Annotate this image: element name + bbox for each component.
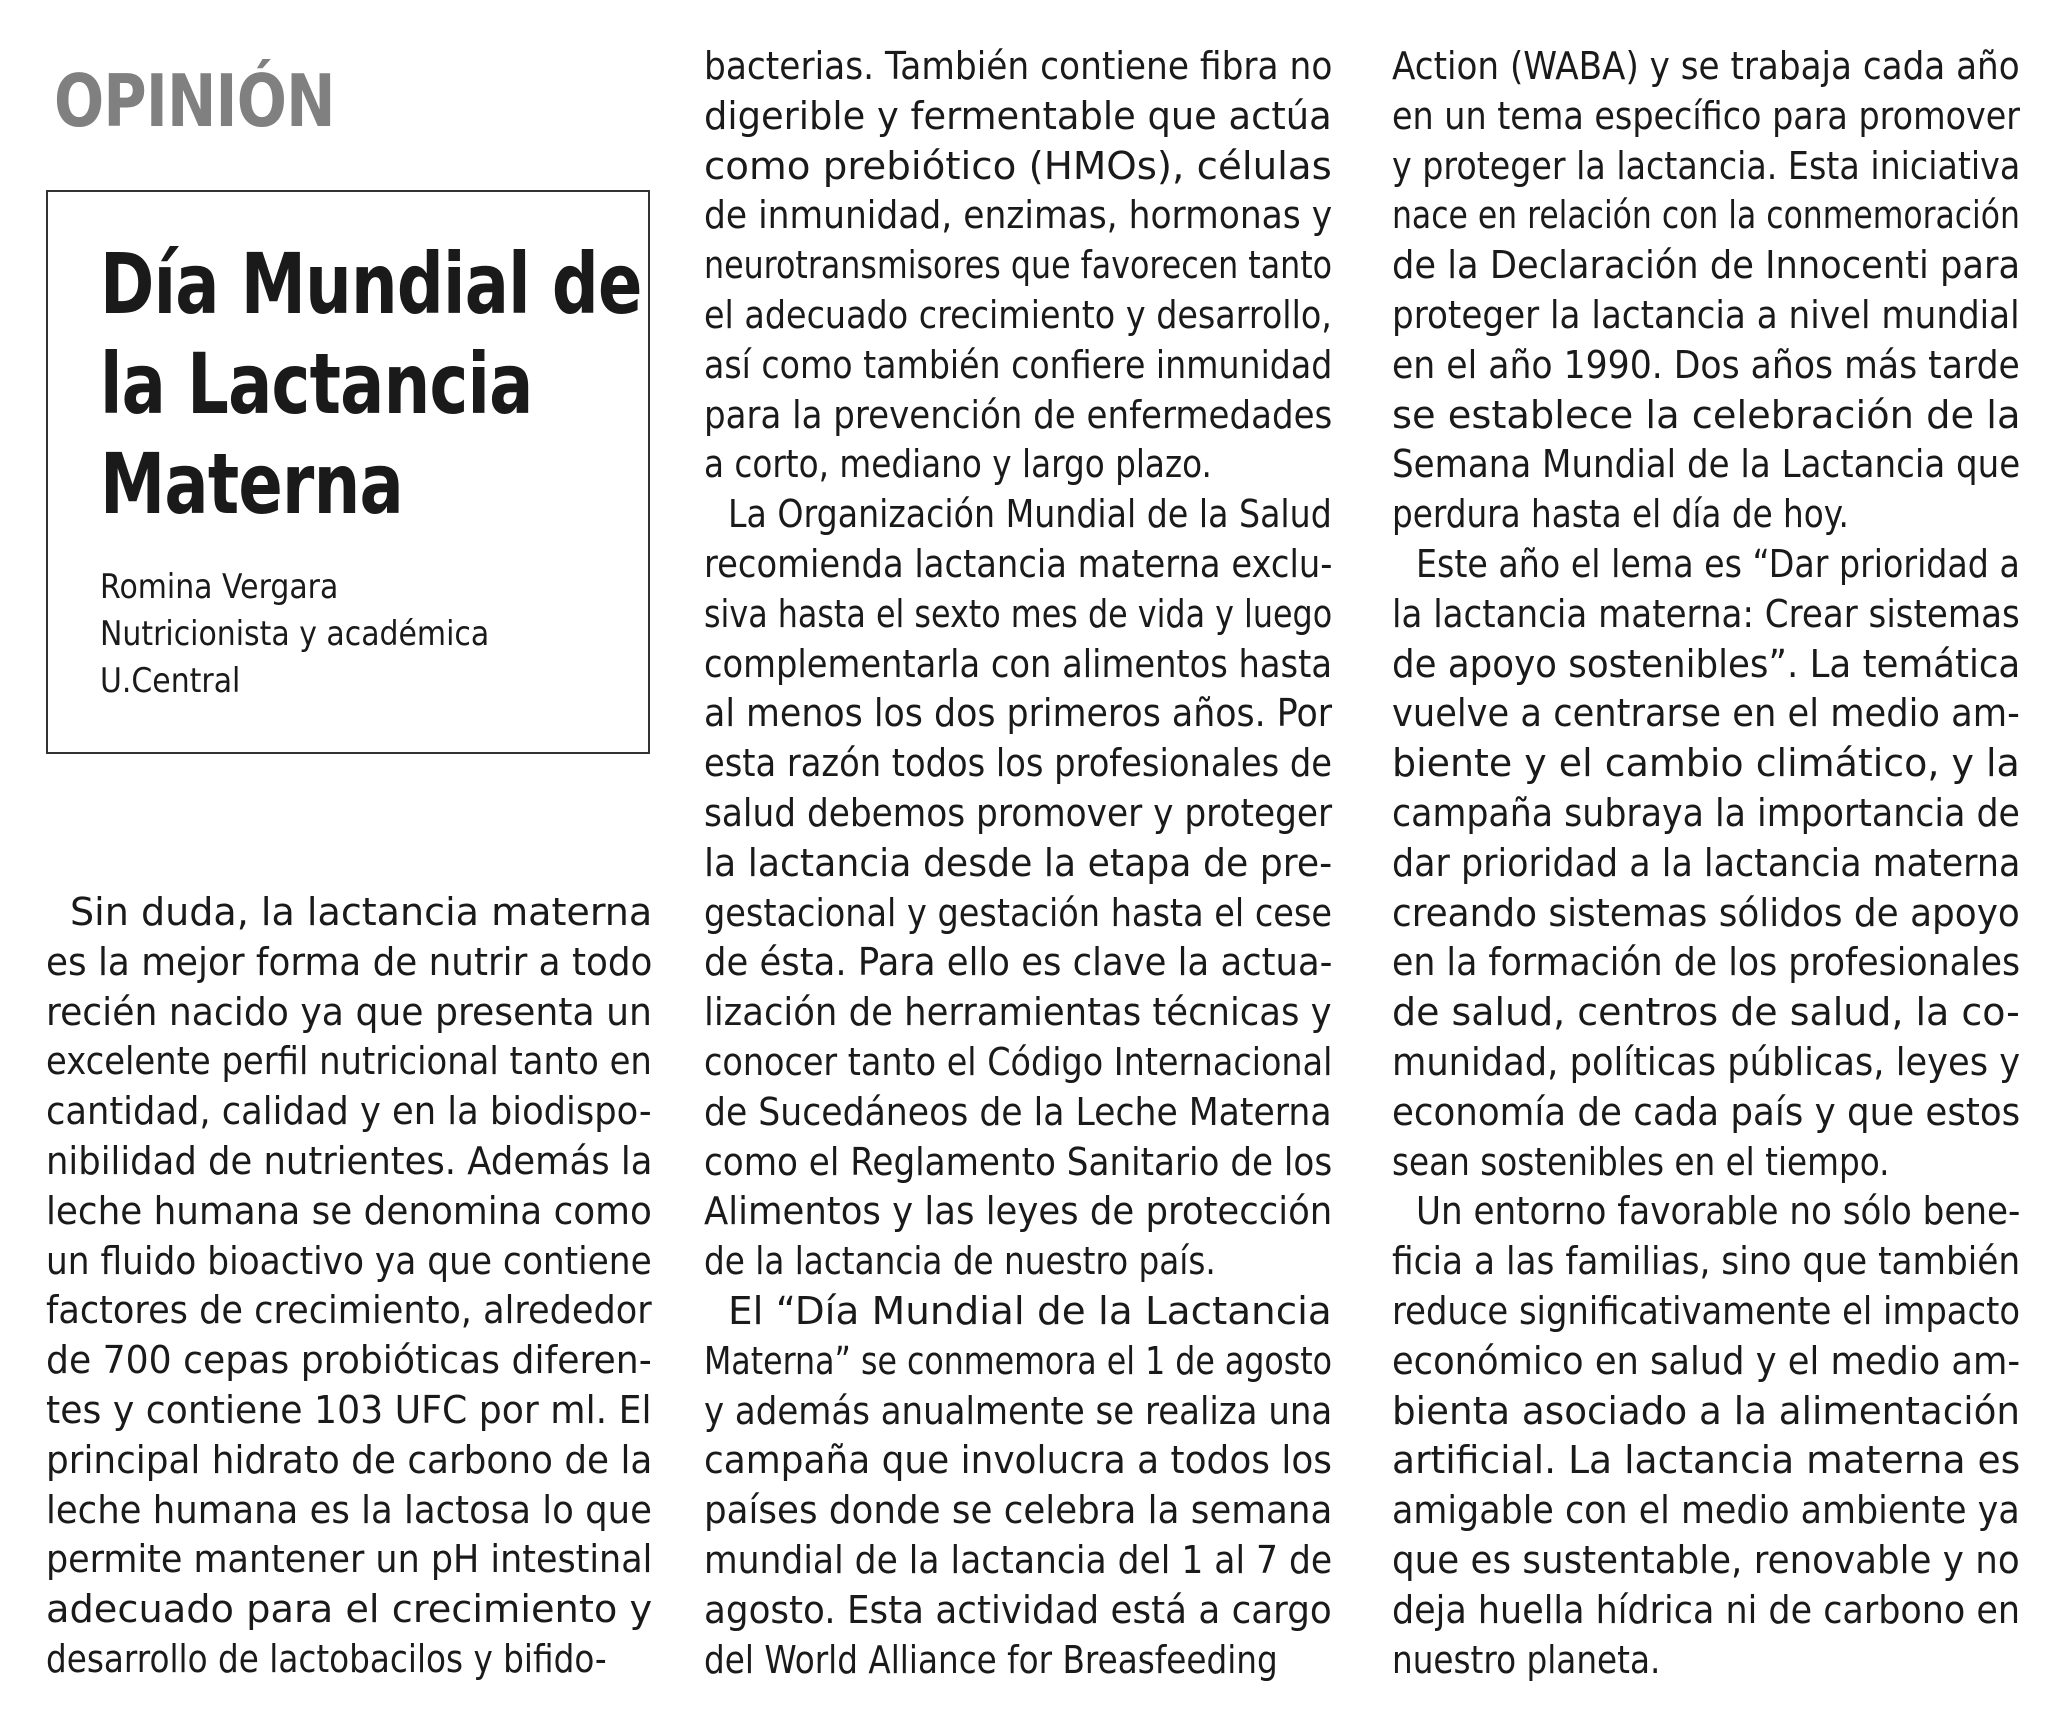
author-role: Nutricionista y académica — [100, 614, 490, 654]
text-line: en la formación de los profesionales — [1392, 940, 2021, 985]
title-line: Día Mundial de — [100, 235, 642, 333]
text-line: economía de cada país y que estos — [1392, 1089, 2021, 1134]
text-line: lización de herramientas técnicas y — [704, 990, 1332, 1035]
text-line: desarrollo de lactobacilos y bifido- — [46, 1636, 607, 1681]
text-line: creando sistemas sólidos de apoyo — [1392, 890, 2020, 935]
text-line: en el año 1990. Dos años más tarde — [1392, 342, 2020, 387]
text-line: factores de crecimiento, alrededor — [46, 1288, 652, 1333]
text-column-1 — [46, 888, 652, 1685]
text-line: deja huella hídrica ni de carbono en — [1392, 1587, 2021, 1632]
text-line: adecuado para el crecimiento y — [46, 1587, 653, 1632]
text-line: siva hasta el sexto mes de vida y luego — [704, 591, 1333, 636]
text-line: así como también confiere inmunidad — [704, 342, 1333, 387]
title-line: Materna — [100, 435, 403, 533]
text-line: artificial. La lactancia materna es — [1392, 1438, 2021, 1483]
text-line: esta razón todos los profesionales de — [704, 741, 1332, 786]
author-affiliation: U.Central — [100, 661, 241, 701]
text-line: Un entorno favorable no sólo bene- — [1415, 1189, 2021, 1234]
text-line: Sin duda, la lactancia materna — [69, 890, 653, 934]
text-line: de apoyo sostenibles”. La temática — [1392, 641, 2021, 686]
text-column-3 — [1392, 42, 2020, 1685]
text-line: la lactancia materna: Crear sistemas — [1392, 591, 2020, 636]
text-line: como el Reglamento Sanitario de los — [704, 1139, 1333, 1184]
text-line: biente y el cambio climático, y la — [1392, 741, 2020, 786]
text-line: como prebiótico (HMOs), células — [704, 143, 1332, 188]
text-line: complementarla con alimentos hasta — [704, 641, 1332, 686]
text-line: de 700 cepas probióticas diferen- — [46, 1338, 652, 1383]
text-line: a corto, mediano y largo plazo. — [704, 442, 1212, 487]
text-line: ficia a las familias, sino que también — [1392, 1239, 2021, 1284]
text-line: Materna” se conmemora el 1 de agosto — [704, 1338, 1333, 1383]
text-line: nuestro planeta. — [1392, 1637, 1661, 1682]
text-line: es la mejor forma de nutrir a todo — [46, 939, 653, 984]
text-line: nibilidad de nutrientes. Además la — [46, 1138, 653, 1183]
text-line: en un tema específico para promover — [1392, 93, 2021, 138]
article-title — [100, 234, 642, 534]
text-line: principal hidrato de carbono de la — [46, 1437, 653, 1482]
text-line: proteger la lactancia a nivel mundial — [1392, 292, 2020, 337]
text-line: neurotransmisores que favorecen tanto — [704, 243, 1333, 288]
text-line: gestacional y gestación hasta el cese — [704, 890, 1332, 935]
text-line: La Organización Mundial de la Salud — [727, 492, 1332, 537]
text-line: al menos los dos primeros años. Por — [704, 691, 1333, 736]
title-line: la Lactancia — [100, 335, 533, 433]
text-line: dar prioridad a la lactancia materna — [1392, 840, 2021, 885]
author-name: Romina Vergara — [100, 567, 339, 607]
text-line: que es sustentable, renovable y no — [1392, 1537, 2020, 1582]
text-line: el adecuado crecimiento y desarrollo, — [704, 292, 1332, 337]
text-line: y proteger la lactancia. Esta iniciativa — [1392, 143, 2021, 188]
text-line: económico en salud y el medio am- — [1392, 1338, 2021, 1383]
text-line: de ésta. Para ello es clave la actua- — [704, 940, 1333, 985]
text-line: para la prevención de enfermedades — [704, 392, 1333, 437]
text-line: de la Declaración de Innocenti para — [1392, 243, 2021, 288]
text-line: leche humana es la lactosa lo que — [46, 1487, 652, 1532]
text-line: mundial de la lactancia del 1 al 7 de — [704, 1537, 1333, 1582]
text-line: bienta asociado a la alimentación — [1392, 1388, 2021, 1433]
text-line: la lactancia desde la etapa de pre- — [704, 840, 1333, 885]
text-line: vuelve a centrarse en el medio am- — [1392, 691, 2020, 736]
text-line: cantidad, calidad y en la biodispo- — [46, 1089, 652, 1134]
text-line: munidad, políticas públicas, leyes y — [1392, 1039, 2021, 1084]
text-line: sean sostenibles en el tiempo. — [1392, 1139, 1890, 1184]
text-line: de inmunidad, enzimas, hormonas y — [704, 193, 1333, 238]
text-column-2 — [704, 42, 1332, 1685]
text-line: excelente perfil nutricional tanto en — [46, 1039, 652, 1084]
text-line: de la lactancia de nuestro país. — [704, 1239, 1216, 1284]
text-line: de Sucedáneos de la Leche Materna — [704, 1089, 1332, 1134]
text-line: permite mantener un pH intestinal — [46, 1537, 653, 1582]
title-box — [46, 190, 650, 754]
text-line: se establece la celebración de la — [1392, 392, 2021, 437]
text-line: y además anualmente se realiza una — [704, 1388, 1333, 1433]
byline — [100, 564, 489, 705]
text-line: Action (WABA) y se trabaja cada año — [1392, 44, 2020, 88]
text-line: bacterias. También contiene fibra no — [704, 44, 1333, 88]
section-label: OPINIÓN — [54, 59, 335, 143]
text-line: El “Día Mundial de la Lactancia — [727, 1288, 1332, 1333]
text-line: perdura hasta el día de hoy. — [1392, 492, 1849, 537]
text-line: nace en relación con la conmemoración — [1392, 193, 2020, 238]
text-line: recién nacido ya que presenta un — [46, 989, 652, 1034]
text-line: del World Alliance for Breasfeeding — [704, 1637, 1278, 1682]
text-line: salud debemos promover y proteger — [704, 790, 1333, 835]
text-line: campaña que involucra a todos los — [704, 1438, 1333, 1483]
text-line: Este año el lema es “Dar prioridad a — [1415, 541, 2020, 586]
text-line: agosto. Esta actividad está a cargo — [704, 1587, 1332, 1632]
text-line: Semana Mundial de la Lactancia que — [1392, 442, 2021, 487]
text-line: campaña subraya la importancia de — [1392, 790, 2020, 835]
text-line: un fluido bioactivo ya que contiene — [46, 1238, 652, 1283]
text-line: de salud, centros de salud, la co- — [1392, 990, 2020, 1035]
text-line: tes y contiene 103 UFC por ml. El — [46, 1387, 652, 1432]
text-line: países donde se celebra la semana — [704, 1488, 1333, 1533]
text-line: conocer tanto el Código Internacional — [704, 1039, 1333, 1084]
text-line: recomienda lactancia materna exclu- — [704, 541, 1333, 586]
text-line: digerible y fermentable que actúa — [704, 93, 1332, 138]
text-line: reduce significativamente el impacto — [1392, 1288, 2021, 1333]
text-line: leche humana se denomina como — [46, 1188, 652, 1233]
text-line: amigable con el medio ambiente ya — [1392, 1488, 2020, 1533]
text-line: Alimentos y las leyes de protección — [704, 1189, 1333, 1234]
